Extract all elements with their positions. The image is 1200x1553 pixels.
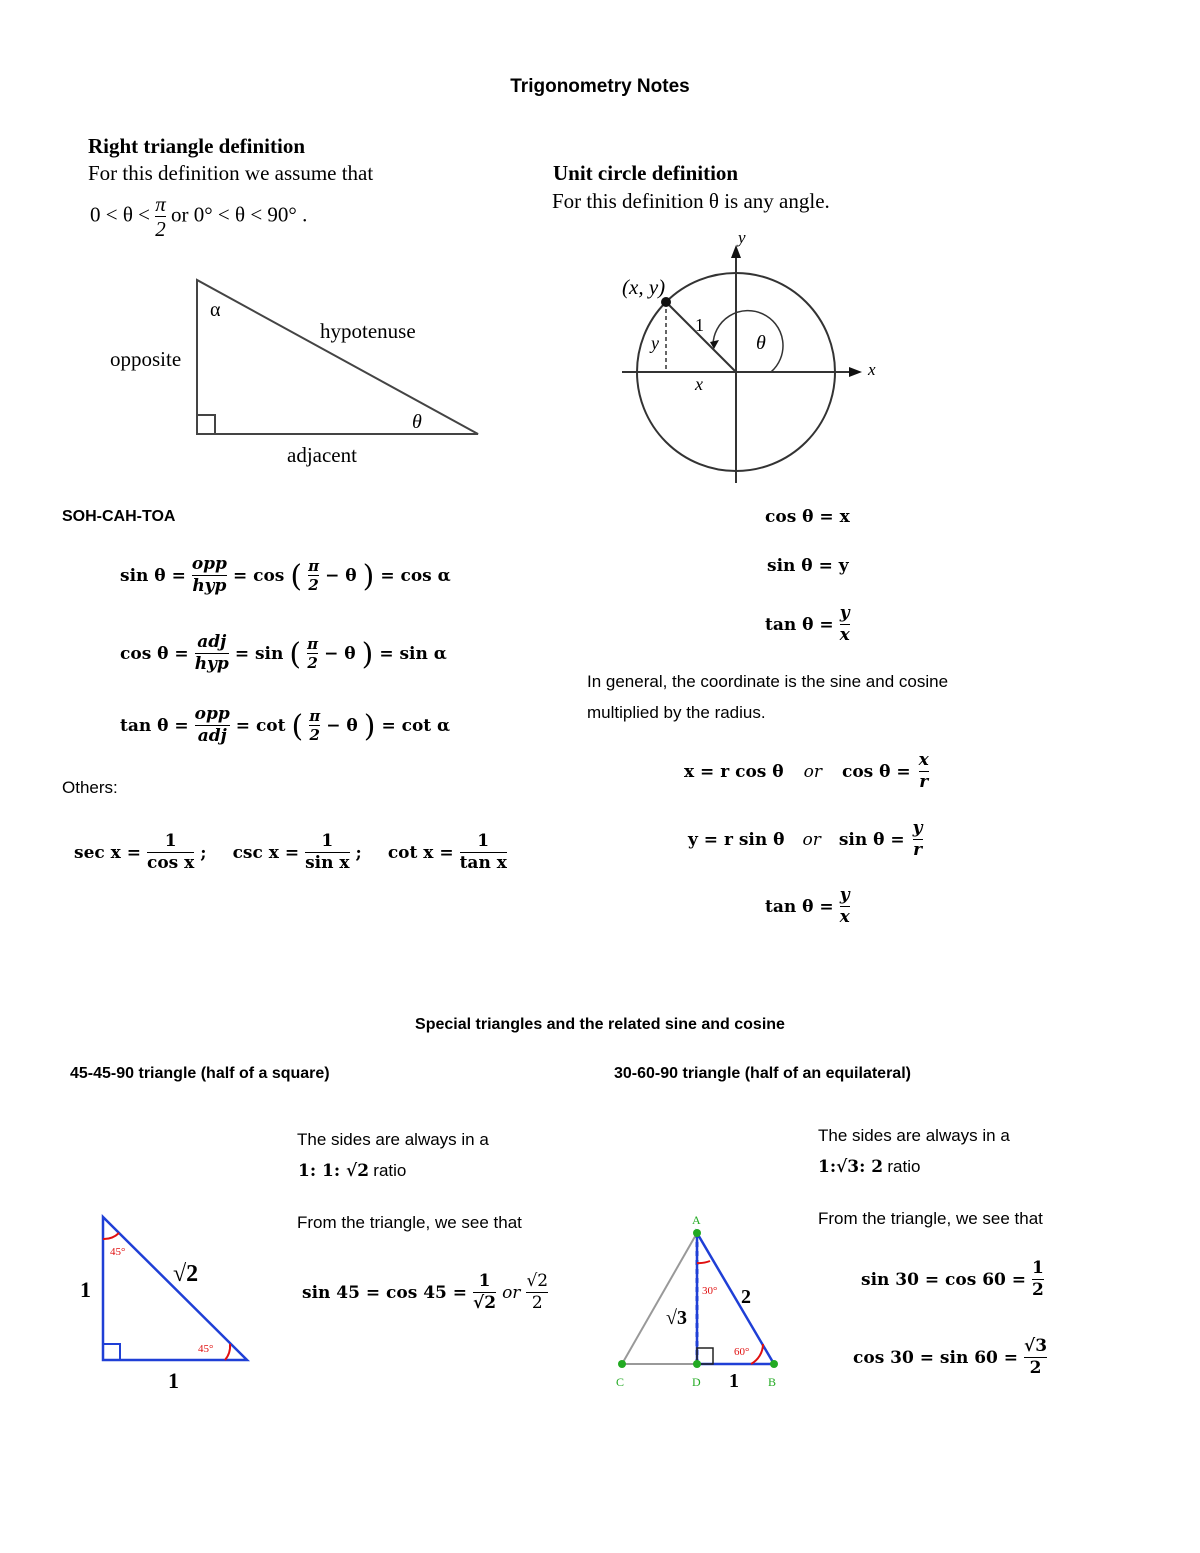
frac-num: π (308, 556, 320, 575)
triangle-outline (197, 280, 478, 434)
cos-equals-x: cos θ = x (765, 507, 850, 527)
cos-rhs: = sin α (379, 644, 447, 664)
sin-lhs: sin θ = (120, 566, 186, 586)
right-triangle-figure (100, 270, 500, 480)
t30-point-c (618, 1360, 626, 1368)
frac-den: 2 (308, 576, 319, 594)
unit-circle-figure (600, 225, 900, 495)
tan-y-over-x (765, 600, 850, 650)
t45-hyp-label: √2 (173, 1261, 199, 1287)
t30-label-b: B (768, 1375, 777, 1389)
minus-theta: − θ (325, 566, 357, 586)
frac-num: 1 (164, 831, 177, 852)
csc-lhs: csc x = (232, 843, 300, 863)
general-line-2: multiplied by the radius. (587, 703, 766, 722)
page-title: Trigonometry Notes (510, 76, 690, 97)
soh-heading: SOH-CAH-TOA (62, 508, 176, 525)
frac-den: 2 (307, 654, 318, 672)
t30-eq1-lhs: sin 30 = cos 60 = (861, 1270, 1027, 1290)
one-over-root2 (473, 1272, 496, 1313)
opp-over-adj (195, 705, 230, 746)
pi-over-2 (309, 708, 320, 745)
opp-over-hyp (192, 555, 227, 596)
opposite-label: opposite (110, 347, 182, 371)
separator: ; (355, 843, 362, 863)
frac-den: 2 (1024, 1357, 1047, 1379)
cos-definition: cos θ = $\frac{\text{adj}}{\text{hyp}}$ = sin ( $\frac{\pi}{2}$ − θ ) = sin α (120, 632, 447, 674)
frac-num: 1 (1032, 1258, 1044, 1279)
radius-line (666, 302, 736, 372)
tan-lhs: tan θ = (765, 615, 834, 635)
cos-lhs: cos θ = (120, 644, 189, 664)
root3-over-2 (1024, 1337, 1047, 1378)
t30-left-side (622, 1233, 697, 1364)
tan-rhs: = cot α (381, 716, 451, 736)
frac-num: π (155, 192, 166, 216)
x-eq: x = r cos θ (684, 762, 784, 782)
point-label: (x, y) (622, 275, 666, 299)
frac-den: r (919, 772, 929, 792)
right-angle-mark (197, 415, 215, 434)
t45-bottom-label: 1 (168, 1368, 179, 1393)
sin-lhs: sin θ = (838, 830, 905, 850)
x-over-r (919, 751, 929, 792)
tan-lhs: tan θ = (765, 897, 834, 917)
t45-heading: 45-45-90 triangle (half of a square) (70, 1065, 330, 1082)
t30-eq2-lhs: cos 30 = sin 60 = (853, 1348, 1019, 1368)
tan-lhs: tan θ = (120, 716, 189, 736)
t30-point-a (693, 1229, 701, 1237)
others-label: Others: (62, 778, 118, 797)
frac-den: x (839, 625, 850, 645)
frac-num: π (307, 634, 319, 653)
y-eq: y = r sin θ (688, 830, 785, 850)
frac-den: hyp (192, 576, 227, 596)
frac-num: opp (194, 704, 230, 725)
cos-mid: = sin (234, 644, 284, 664)
t45-figure (70, 1205, 270, 1395)
or-word: or (502, 1283, 521, 1303)
t45-from-text: From the triangle, we see that (297, 1213, 522, 1232)
t45-right-angle (103, 1344, 120, 1360)
x-equals-r-cos (684, 746, 929, 798)
cos-lhs: cos θ = (841, 762, 911, 782)
frac-den: adj (195, 725, 230, 747)
reciprocal-identities (74, 826, 507, 880)
condition-right: or 0° < θ < 90° . (171, 202, 308, 227)
special-heading: Special triangles and the related sine and cosine (415, 1016, 785, 1033)
y-over-x (840, 604, 850, 645)
t30-point-b (770, 1360, 778, 1368)
t45-eq-lhs: sin 45 = cos 45 = (302, 1283, 468, 1303)
radius-label: 1 (695, 315, 704, 335)
one-over-sin (305, 832, 349, 873)
root2-over-2 (526, 1272, 548, 1313)
general-line-1: In general, the coordinate is the sine and cosine (587, 672, 949, 691)
hypotenuse-label: hypotenuse (320, 319, 416, 343)
frac-den: sin x (305, 853, 350, 873)
t45-bottom-arc (225, 1344, 230, 1360)
frac-den: cos x (146, 853, 195, 873)
theta-arc (713, 311, 783, 372)
frac-num: π (309, 706, 321, 725)
pi-over-2 (307, 636, 318, 673)
t30-label-a: A (692, 1213, 701, 1227)
frac-num: x (918, 750, 929, 771)
t30-label-d: D (692, 1375, 701, 1389)
t30-figure (605, 1205, 795, 1395)
t45-ratio (298, 1161, 406, 1181)
t30-top-arc (697, 1261, 710, 1263)
one-over-cos (147, 832, 194, 873)
alpha-label: α (210, 299, 221, 321)
theta-angle-label: θ (756, 332, 766, 354)
t30-base-label: 1 (729, 1370, 739, 1392)
t30-ratio (818, 1157, 920, 1177)
t45-top-arc (103, 1233, 119, 1239)
sec-lhs: sec x = (74, 843, 141, 863)
frac-num: 1 (478, 1271, 491, 1292)
t30-from-text: From the triangle, we see that (818, 1209, 1043, 1228)
angle-condition (90, 192, 307, 241)
x-length-label: x (695, 374, 703, 394)
t45-ratio-value: 1: 1: √2 (298, 1161, 370, 1181)
t45-sides-text: The sides are always in a (297, 1130, 489, 1149)
y-equals-r-sin (688, 814, 923, 866)
t30-ratio-word: ratio (887, 1157, 921, 1176)
frac-num: y (839, 885, 850, 906)
t30-angle-30: 30° (702, 1285, 718, 1297)
tan-definition: tan θ = $\frac{\text{opp}}{\text{adj}}$ = cot ( $\frac{\pi}{2}$ − θ ) = cot α (120, 704, 451, 746)
t30-angle-60: 60° (734, 1346, 750, 1358)
frac-den: r (913, 840, 923, 860)
t45-bottom-angle: 45° (198, 1343, 214, 1355)
frac-den: tan x (459, 853, 507, 873)
t45-triangle (103, 1217, 247, 1360)
condition-left: 0 < θ < (90, 202, 150, 227)
t45-equation (302, 1265, 548, 1321)
sin-mid: = cos (232, 566, 285, 586)
frac-den: 2 (155, 217, 166, 242)
one-over-tan (460, 832, 507, 873)
frac-num: y (912, 818, 923, 839)
minus-theta: − θ (324, 644, 356, 664)
pi-over-2 (308, 558, 319, 595)
t30-sides-text: The sides are always in a (818, 1126, 1010, 1145)
t30-equation-2 (853, 1330, 1047, 1386)
t30-label-c: C (616, 1375, 625, 1389)
separator: ; (200, 843, 207, 863)
t30-heading: 30-60-90 triangle (half of an equilateral) (614, 1065, 911, 1082)
y-over-r (913, 819, 923, 860)
frac-num: 1 (477, 831, 490, 852)
one-over-2 (1032, 1259, 1044, 1300)
frac-num: adj (197, 632, 227, 653)
frac-den: 2 (526, 1292, 548, 1314)
unit-circle-heading: Unit circle definition (553, 161, 739, 185)
t45-left-label: 1 (80, 1277, 91, 1302)
right-triangle-heading: Right triangle definition (88, 134, 306, 158)
frac-num: opp (191, 554, 227, 575)
frac-den: 2 (309, 726, 320, 744)
frac-num: 1 (321, 831, 334, 852)
unit-circle-intro: For this definition θ is any angle. (552, 189, 830, 213)
theta-label: θ (412, 411, 422, 433)
t45-ratio-word: ratio (373, 1161, 407, 1180)
y-axis-label: y (738, 228, 746, 247)
sin-equals-y: sin θ = y (767, 556, 849, 576)
t30-point-d (693, 1360, 701, 1368)
sin-rhs: = cos α (380, 566, 451, 586)
tan-y-over-x-2 (765, 882, 850, 932)
t45-top-angle: 45° (110, 1246, 126, 1258)
frac-den: x (839, 907, 850, 927)
frac-num: √3 (1024, 1336, 1048, 1357)
minus-theta: − θ (326, 716, 358, 736)
y-length-label: y (651, 333, 659, 353)
t30-hyp-label: 2 (741, 1286, 751, 1308)
cot-lhs: cot x = (387, 843, 454, 863)
sin-definition: sin θ = $\frac{\text{opp}}{\text{hyp}}$ = cos ( $\frac{\pi}{2}$ − θ ) = cos α (120, 554, 451, 596)
frac-den: √2 (473, 1293, 497, 1313)
adj-over-hyp (195, 633, 229, 674)
y-over-x (840, 886, 850, 927)
x-axis-label: x (868, 360, 876, 379)
t30-altitude-label: √3 (666, 1307, 687, 1329)
adjacent-label: adjacent (287, 443, 357, 467)
pi-over-2 (155, 192, 166, 241)
frac-num: √2 (526, 1271, 549, 1292)
or-word: or (802, 830, 821, 850)
frac-den: hyp (194, 654, 229, 674)
right-triangle-intro: For this definition we assume that (88, 161, 374, 185)
t30-equation-1 (861, 1253, 1044, 1307)
t30-bottom-arc (751, 1344, 763, 1364)
t30-ratio-value: 1:√3: 2 (818, 1157, 884, 1177)
frac-den: 2 (1032, 1280, 1044, 1300)
tan-mid: = cot (235, 716, 286, 736)
frac-num: y (839, 603, 850, 624)
or-word: or (803, 762, 822, 782)
x-axis-arrow (849, 367, 862, 377)
